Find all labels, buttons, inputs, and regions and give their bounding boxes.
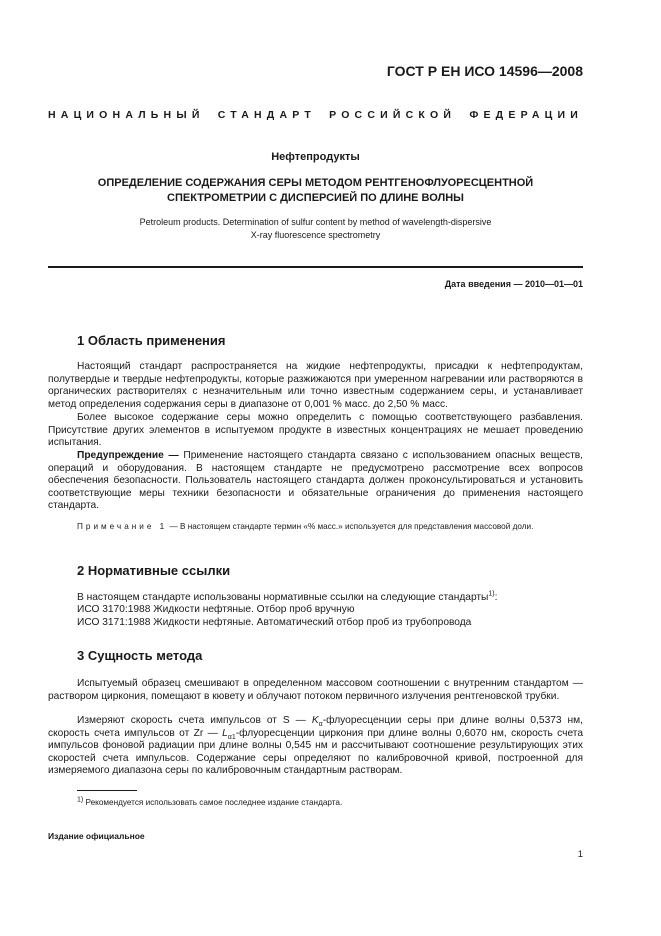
title-ru-line-2: СПЕКТРОМЕТРИИ С ДИСПЕРСИЕЙ ПО ДЛИНЕ ВОЛНЫ — [167, 192, 464, 204]
footnote — [77, 798, 342, 807]
section-1-note — [48, 521, 583, 533]
footnote-text: Рекомендуется использовать самое последнее издание стандарта. — [83, 798, 343, 807]
section-2-heading: 2 Нормативные ссылки — [77, 563, 231, 578]
references-intro-end: : — [494, 592, 498, 603]
section-3-paragraph-2 — [48, 715, 583, 778]
page-number: 1 — [577, 849, 583, 860]
section-1-paragraph-1: Настоящий стандарт распространяется на жидкие нефтепродукты, присадки к нефтепродуктам, полутвердые и твердые нефтепродукты, которые разжижаются при умеренном нагревании или растворяются в органических растворителях с незначительным или точно известным содержанием серы, и устанавливает метод определения содержания серы в диапазоне от 0,001 % масс. до 2,50 % масс. — [48, 361, 583, 410]
p2-part-a: Измеряют скорость счета импульсов от S — — [77, 715, 312, 726]
warning-text: Применение настоящего стандарта связано с использованием опасных веществ, операций и оборудования. В настоящем стандарте не предусмотрено рассмотрение всех вопросов обеспечения безопасности. Пользователь настоящего стандарта должен проконсультироваться и установить соответствующие меры техники безопасности и обязательные ограничения до применения настоящего стандарта. — [48, 450, 583, 512]
title-ru-line-1: ОПРЕДЕЛЕНИЕ СОДЕРЖАНИЯ СЕРЫ МЕТОДОМ РЕНТГЕНОФЛУОРЕСЦЕНТНОЙ — [97, 177, 534, 189]
section-1-heading: 1 Область применения — [77, 333, 226, 348]
note-text: — В настоящем стандарте термин «% масс.» используется для представления массовой доли. — [167, 522, 534, 531]
introduction-date: Дата введения — 2010—01—01 — [444, 279, 583, 289]
title-en-line-2: X-ray fluorescence spectrometry — [250, 230, 381, 240]
footnote-divider — [77, 790, 137, 791]
k-symbol: K — [311, 715, 319, 726]
references-intro: В настоящем стандарте использованы нормативные ссылки на следующие стандарты — [77, 592, 489, 603]
edition-label: Издание официальное — [48, 831, 145, 841]
p2-part-c: -флуоресценции циркония при длине волны 0,6070 нм, скорость счета импульсов фоновой радиации при длине волны 0,545 нм и рассчитывают соотношение результирующих этих скоростей счета импульсов. Содержание серы определяют по калибровочной кривой, построенной для измеряемого диапазона серы по калибровочным стандартным растворам. — [48, 727, 583, 777]
document-title-ru — [48, 176, 583, 206]
reference-iso-3171: ИСО 3171:1988 Жидкости нефтяные. Автоматический отбор проб из трубопровода — [77, 617, 472, 628]
section-1-warning — [48, 450, 583, 513]
k-subscript: α — [318, 721, 323, 729]
document-title-en — [48, 216, 583, 242]
section-1-paragraph-2: Более высокое содержание серы можно определить с помощью соответствующего разбавления. Присутствие других элементов в испытуемом продукте в известных концентрациях не мешает проведению испытания. — [48, 412, 583, 449]
title-en-line-1: Petroleum products. Determination of sulfur content by method of wavelength-dispersive — [139, 217, 492, 227]
warning-label: Предупреждение — — [77, 450, 179, 461]
document-number: ГОСТ Р ЕН ИСО 14596—2008 — [386, 63, 583, 79]
document-subject: Нефтепродукты — [271, 151, 360, 163]
footnote-reference: 1) — [488, 590, 495, 598]
title-divider — [48, 266, 583, 268]
section-3-paragraph-1: Испытуемый образец смешивают в определенном массовом соотношении с внутренним стандартом — раствором циркония, помещают в кювету и облучают потоком первичного излучения рентгеновской трубки. — [48, 678, 583, 702]
section-2-intro — [48, 592, 583, 605]
p2-part-b: -флуоресценции серы при длине волны 0,5373 нм, скорость счета импульсов от Zr — — [48, 715, 583, 739]
note-label: Примечание 1 — [77, 522, 168, 531]
footnote-mark: 1) — [77, 796, 84, 804]
l-symbol: L — [222, 727, 228, 739]
l-subscript: α1 — [227, 733, 236, 741]
reference-iso-3170: ИСО 3170:1988 Жидкости нефтяные. Отбор проб вручную — [77, 604, 355, 615]
national-standard-banner: НАЦИОНАЛЬНЫЙ СТАНДАРТ РОССИЙСКОЙ ФЕДЕРАЦИИ — [48, 109, 583, 121]
section-3-heading: 3 Сущность метода — [77, 648, 203, 663]
